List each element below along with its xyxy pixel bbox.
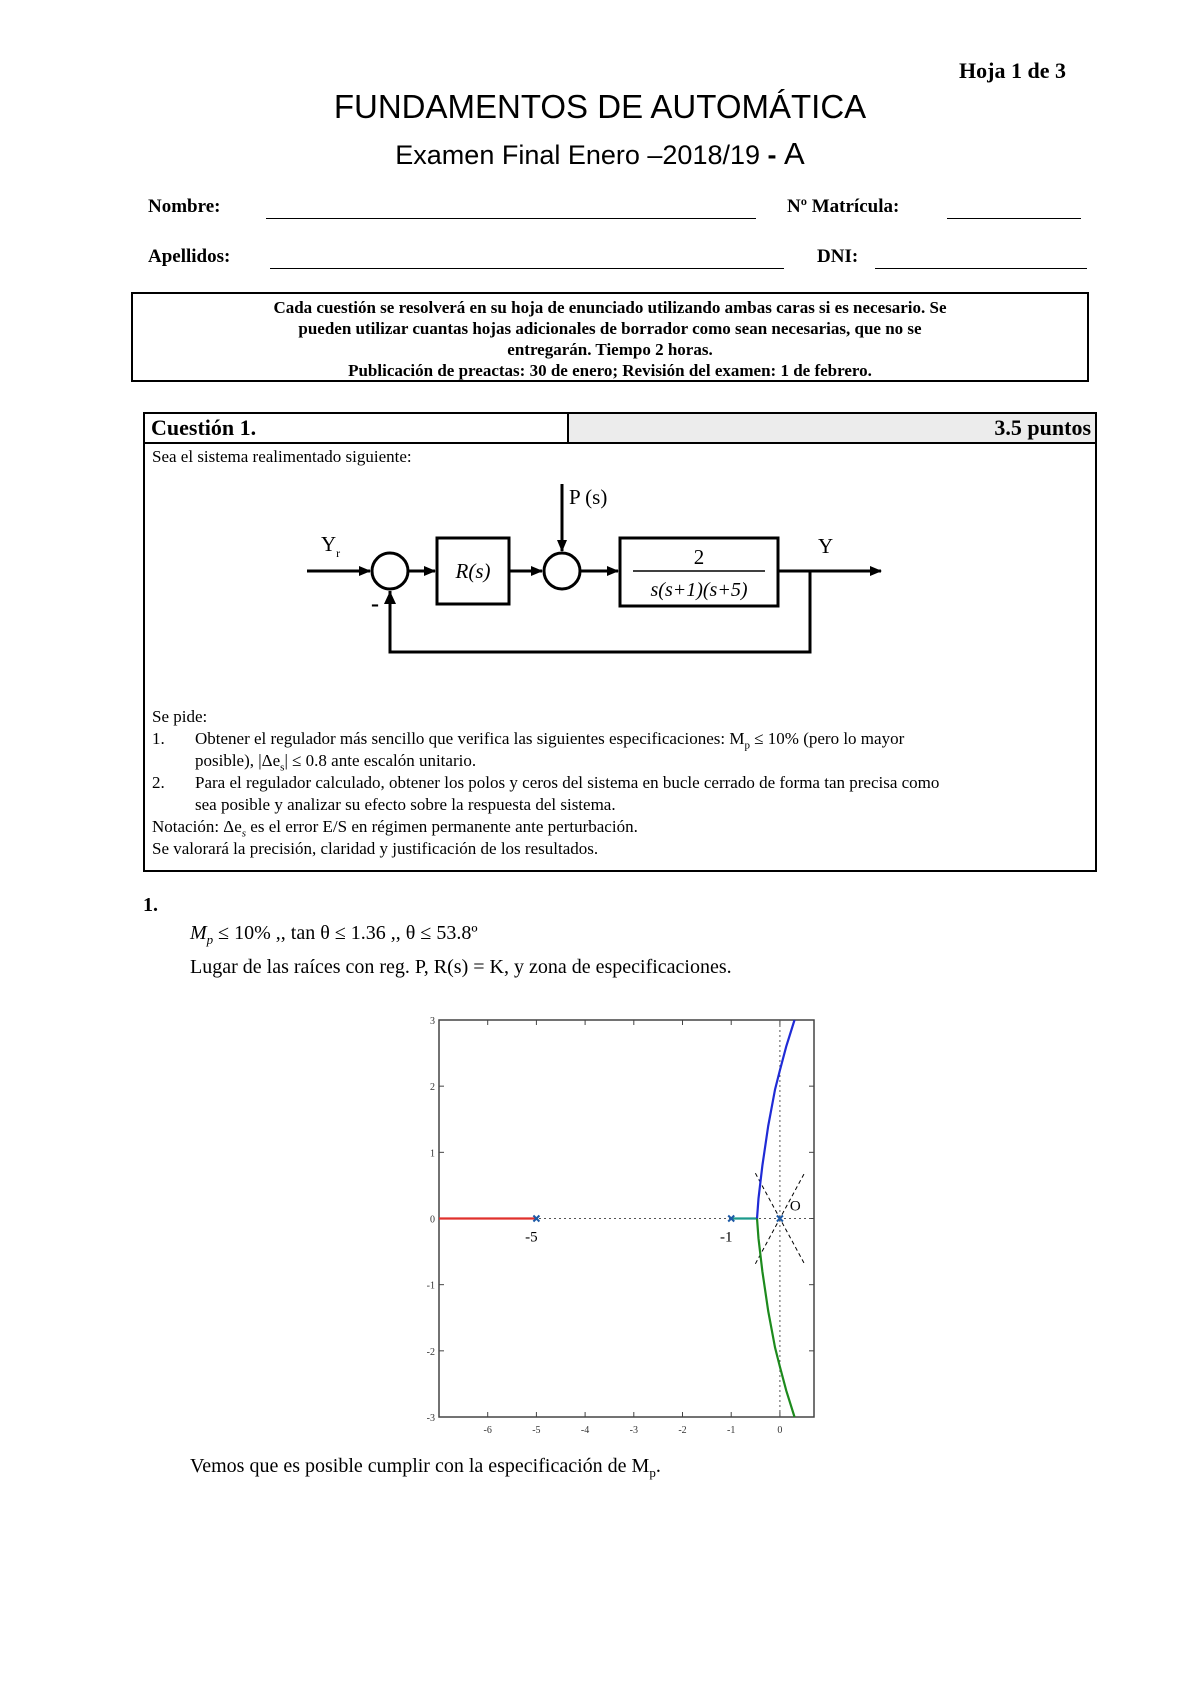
item-1-number: 1. bbox=[152, 729, 165, 748]
x-tick-label: 0 bbox=[777, 1425, 783, 1436]
block-diagram bbox=[145, 414, 1095, 714]
dni-field[interactable] bbox=[875, 268, 1087, 269]
y-tick-label: 2 bbox=[430, 1082, 435, 1094]
instructions-box bbox=[131, 292, 1089, 382]
notation-text: Notación: $\Delta e_s$ es el error E/S en régimen permanente ante perturbación. bbox=[152, 817, 638, 840]
exam-subtitle: Examen Final Enero –2018/19 - A bbox=[395, 136, 805, 171]
y-tick-label: -3 bbox=[426, 1413, 435, 1424]
nombre-label: Nombre: bbox=[148, 196, 221, 217]
x-tick-label: -6 bbox=[483, 1425, 492, 1436]
x-tick-label: -5 bbox=[532, 1425, 541, 1436]
course-title: FUNDAMENTOS DE AUTOMÁTICA bbox=[333, 88, 867, 125]
disturbance-label: P (s) bbox=[569, 485, 608, 509]
item-1-text: Obtener el regulador más sencillo que verifica las siguientes especificaciones: $M_p \le 10\%$ (pero lo mayor bbox=[195, 729, 905, 752]
root-locus-chart bbox=[425, 1005, 820, 1436]
plant-denominator: s(s+1)(s+5) bbox=[650, 579, 748, 601]
x-tick-label: -4 bbox=[580, 1425, 590, 1436]
pole-label: -5 bbox=[525, 1229, 538, 1246]
locus-description: Lugar de las raíces con reg. P, R(s) = K, y zona de especificaciones. bbox=[190, 956, 732, 978]
question-intro: Sea el sistema realimentado siguiente: bbox=[152, 447, 412, 466]
item-2-text: Para el regulador calculado, obtener los polos y ceros del sistema en bucle cerrado de forma tan precisa como bbox=[195, 773, 940, 792]
matricula-field[interactable] bbox=[947, 218, 1081, 219]
controller-label: R(s) bbox=[455, 559, 491, 583]
y-tick-label: 1 bbox=[430, 1148, 435, 1160]
conclusion-text: Vemos que es posible cumplir con la especificación de $M_p$. bbox=[190, 1455, 661, 1480]
plant-numerator: 2 bbox=[693, 545, 705, 569]
grading-text: Se valorará la precisión, claridad y justificación de los resultados. bbox=[152, 839, 599, 858]
pole-label: O bbox=[789, 1198, 801, 1215]
dni-label: DNI: bbox=[817, 246, 859, 267]
y-tick-label: -2 bbox=[426, 1346, 435, 1358]
output-label: Y bbox=[818, 534, 834, 558]
pole-label: -1 bbox=[719, 1229, 733, 1246]
sheet-number: Hoja 1 de 3 bbox=[959, 58, 1066, 83]
y-tick-label: -1 bbox=[426, 1280, 435, 1292]
item-1-text-cont: posible), $|\Delta e_s| \le 0.8$ ante escalón unitario. bbox=[195, 751, 477, 774]
feedback-sign: - bbox=[371, 591, 379, 617]
question-points: 3.5 puntos bbox=[569, 414, 1095, 442]
instructions-line: pueden utilizar cuantas hojas adicionales de borrador como sean necesarias, que no se bbox=[298, 319, 922, 338]
y-tick-label: 0 bbox=[430, 1214, 435, 1226]
summing-junction-1 bbox=[372, 553, 408, 589]
item-2-text-cont: sea posible y analizar su efecto sobre la respuesta del sistema. bbox=[195, 795, 616, 814]
spec-line: $M_p \le 10\%$ ,, tan θ ≤ 1.36 ,, θ ≤ 53.8º bbox=[190, 922, 478, 947]
instructions-line: Publicación de preactas: 30 de enero; Revisión del examen: 1 de febrero. bbox=[348, 361, 872, 380]
apellidos-label: Apellidos: bbox=[148, 246, 231, 267]
feedback-arrowhead bbox=[384, 591, 396, 604]
matricula-label: Nº Matrícula: bbox=[787, 196, 900, 217]
question-box bbox=[143, 412, 1097, 872]
apellidos-field[interactable] bbox=[270, 268, 784, 269]
y-tick-label: 3 bbox=[430, 1016, 435, 1027]
instructions-line: entregarán. Tiempo 2 horas. bbox=[507, 340, 713, 359]
asks-label: Se pide: bbox=[152, 707, 208, 726]
x-tick-label: -2 bbox=[678, 1425, 687, 1436]
summing-junction-2 bbox=[544, 553, 580, 589]
item-2-number: 2. bbox=[152, 773, 165, 792]
x-tick-label: -3 bbox=[629, 1425, 638, 1436]
question-title: Cuestión 1. bbox=[145, 414, 569, 442]
instructions-line: Cada cuestión se resolverá en su hoja de enunciado utilizando ambas caras si es necesario. Se bbox=[273, 298, 947, 317]
nombre-field[interactable] bbox=[266, 218, 756, 219]
input-label: $Y_r$ bbox=[321, 532, 341, 560]
solution-number: 1. bbox=[143, 894, 158, 916]
x-tick-label: -1 bbox=[727, 1425, 736, 1436]
